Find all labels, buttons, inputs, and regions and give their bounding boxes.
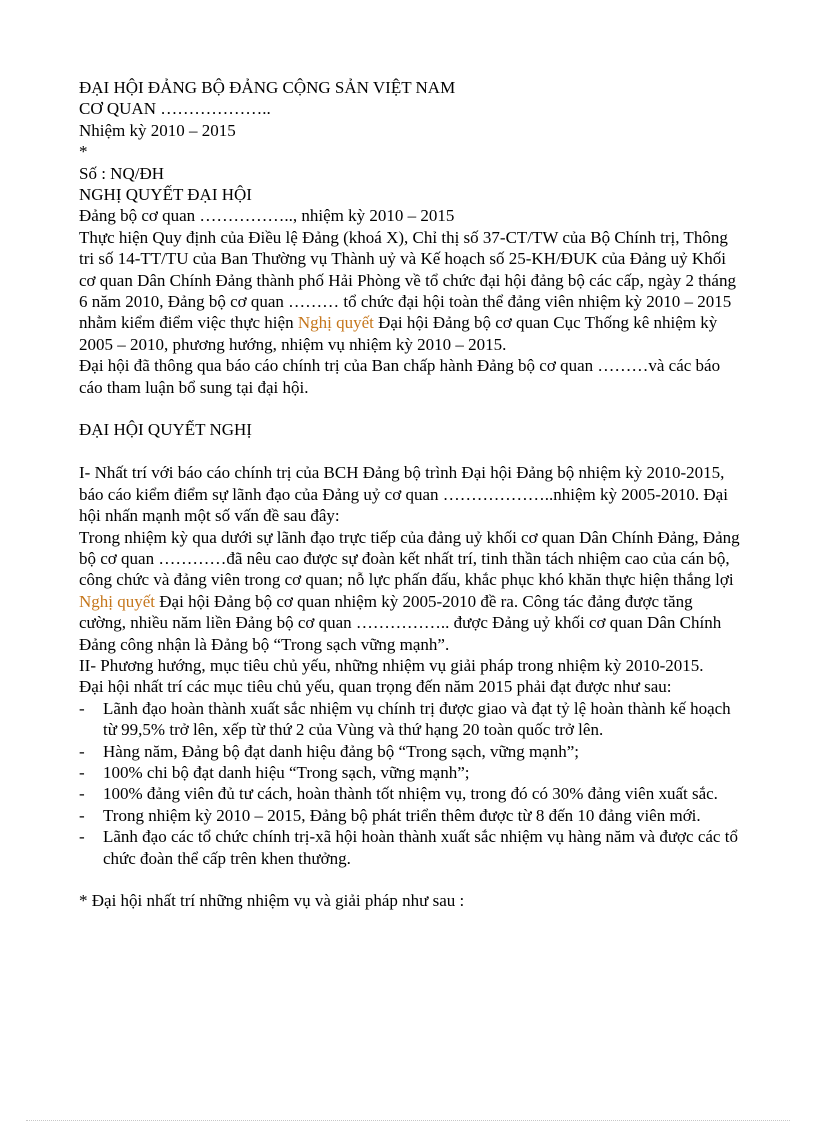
list-item: [79, 762, 741, 783]
document-title: NGHỊ QUYẾT ĐẠI HỘI: [79, 185, 252, 205]
header-term: Nhiệm kỳ 2010 – 2015: [79, 120, 236, 140]
list-item: [79, 783, 741, 804]
spacer: [79, 869, 741, 890]
list-dash: -: [79, 698, 85, 718]
section-1-text-after: Đại hội Đảng bộ cơ quan nhiệm kỳ 2005-2010 đề ra. Công tác đảng được tăng cường, nhiều năm liền Đảng bộ cơ quan …………….. được Đảng uỷ khối cơ quan Dân Chính Đảng công nhận là Đảng bộ “Trong sạch vững mạnh”.: [79, 591, 722, 654]
section-2-paragraph: Đại hội nhất trí các mục tiêu chủ yếu, quan trọng đến năm 2015 phải đạt được như sau:: [79, 677, 672, 697]
spacer: [79, 441, 741, 462]
document-body: [79, 77, 741, 912]
list-dash: -: [79, 827, 85, 847]
intro-paragraph: [79, 227, 741, 355]
list-dash: -: [79, 784, 85, 804]
section-1-text-before: Trong nhiệm kỳ qua dưới sự lãnh đạo trực tiếp của đảng uỷ khối cơ quan Dân Chính Đảng, Đảng bộ cơ quan …………đã nêu cao được sự đoàn kết nhất trí, tinh thần tách nhiệm cao của cán bộ, công chức và đảng viên trong cơ quan; nỗ lực phấn đấu, khắc phục khó khăn thực hiện thắng lợi: [79, 527, 740, 590]
header-agency: CƠ QUAN ………………..: [79, 99, 271, 119]
list-item-text: 100% đảng viên đủ tư cách, hoàn thành tốt nhiệm vụ, trong đó có 30% đảng viên xuất sắc.: [103, 784, 718, 804]
resolution-heading: ĐẠI HỘI QUYẾT NGHỊ: [79, 420, 252, 440]
resolution-link[interactable]: Nghị quyết: [297, 313, 374, 333]
list-item-text: Trong nhiệm kỳ 2010 – 2015, Đảng bộ phát triển thêm được từ 8 đến 10 đảng viên mới.: [103, 805, 701, 825]
list-item-text: Hàng năm, Đảng bộ đạt danh hiệu đảng bộ “Trong sạch, vững mạnh”;: [103, 741, 579, 761]
intro-text-before: Thực hiện Quy định của Điều lệ Đảng (khoá X), Chỉ thị số 37-CT/TW của Bộ Chính trị, Thông tri số 14-TT/TU của Ban Thường vụ Thành uỷ và Kế hoạch số 25-KH/ĐUK của Đảng uỷ Khối cơ quan Dân Chính Đảng thành phố Hải Phòng về tổ chức đại hội đảng bộ các cấp, ngày 2 tháng 6 năm 2010, Đảng bộ cơ quan ……… tổ chức đại hội toàn thể đảng viên nhiệm kỳ 2010 – 2015 nhằm kiểm điểm việc thực hiện: [79, 227, 736, 333]
spacer: [79, 398, 741, 419]
list-dash: -: [79, 741, 85, 761]
list-dash: -: [79, 805, 85, 825]
intro-text-after: Đại hội Đảng bộ cơ quan Cục Thống kê nhiệm kỳ 2005 – 2010, phương hướng, nhiệm vụ nhiệm kỳ 2010 – 2015.: [79, 313, 718, 354]
list-item: [79, 826, 741, 869]
document-subtitle: Đảng bộ cơ quan …………….., nhiệm kỳ 2010 – 2015: [79, 206, 455, 226]
document-number: Số : NQ/ĐH: [79, 163, 165, 183]
section-1-paragraph-2: [79, 527, 741, 655]
list-item-text: 100% chi bộ đạt danh hiệu “Trong sạch, vững mạnh”;: [103, 762, 470, 782]
list-item-text: Lãnh đạo hoàn thành xuất sắc nhiệm vụ chính trị được giao và đạt tỷ lệ hoàn thành kế hoạch từ 99,5% trở lên, xếp từ thứ 2 của Vùng và thứ hạng 20 toàn quốc trở lên.: [103, 698, 731, 740]
page-bottom-divider: [26, 1120, 790, 1121]
section-2-heading: II- Phương hướng, mục tiêu chủ yếu, những nhiệm vụ giải pháp trong nhiệm kỳ 2010-2015.: [79, 655, 704, 675]
closing-paragraph: * Đại hội nhất trí những nhiệm vụ và giải pháp như sau :: [79, 891, 465, 911]
list-item: [79, 698, 741, 741]
header-organization: ĐẠI HỘI ĐẢNG BỘ ĐẢNG CỘNG SẢN VIỆT NAM: [79, 78, 456, 97]
list-dash: -: [79, 762, 85, 782]
list-item: [79, 741, 741, 762]
header-asterisk: *: [79, 142, 88, 162]
section-1-paragraph: I- Nhất trí với báo cáo chính trị của BCH Đảng bộ trình Đại hội Đảng bộ nhiệm kỳ 2010-2015, báo cáo kiểm điểm sự lãnh đạo của Đảng uỷ cơ quan ………………..nhiệm kỳ 2005-2010. Đại hội nhấn mạnh một số vấn đề sau đây:: [79, 463, 728, 526]
list-item-text: Lãnh đạo các tổ chức chính trị-xã hội hoàn thành xuất sắc nhiệm vụ hàng năm và được các tổ chức đoàn thể cấp trên khen thưởng.: [103, 827, 738, 868]
list-item: [79, 805, 741, 826]
intro-paragraph-2: Đại hội đã thông qua báo cáo chính trị của Ban chấp hành Đảng bộ cơ quan ………và các báo cáo tham luận bổ sung tại đại hội.: [79, 356, 721, 397]
resolution-link[interactable]: Nghị quyết: [79, 591, 156, 611]
